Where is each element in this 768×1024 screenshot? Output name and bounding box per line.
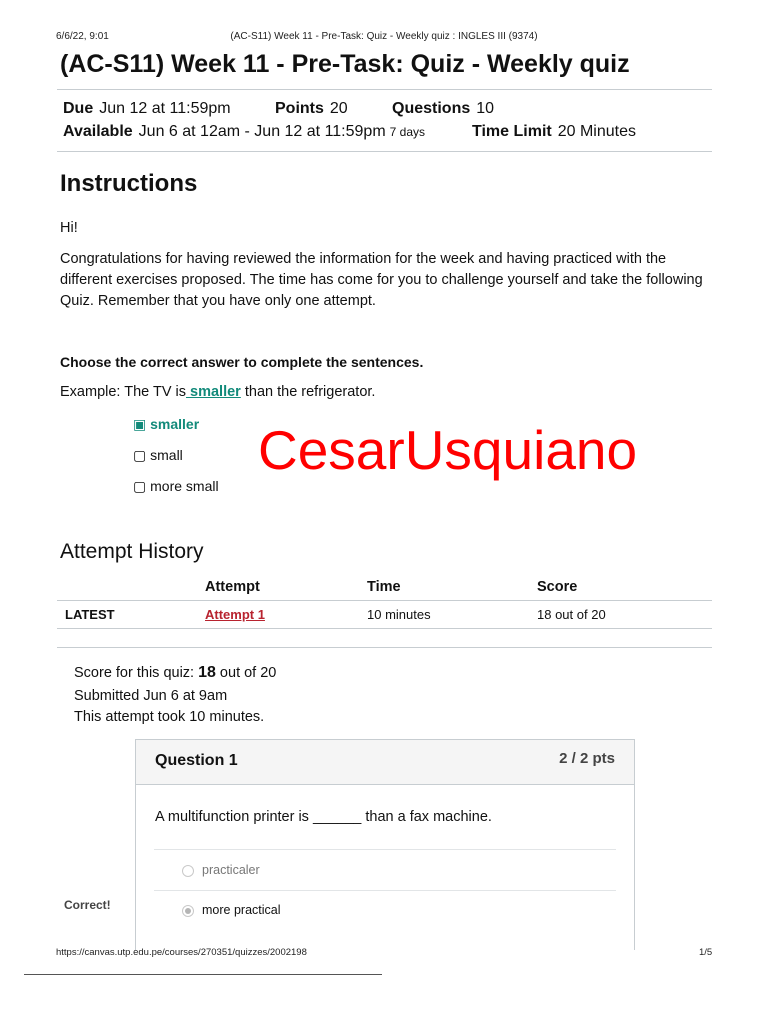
available-value: Jun 6 at 12am - Jun 12 at 11:59pm	[138, 123, 386, 140]
divider	[57, 89, 712, 90]
paragraph-line: Congratulations for having reviewed the information for the week and having practiced with the	[60, 251, 667, 267]
footer-page-number: 1/5	[699, 947, 713, 958]
divider	[57, 151, 712, 152]
attempt-time: 10 minutes	[367, 607, 431, 622]
score-prefix: Score for this quiz:	[74, 665, 199, 681]
attempt-score: 18 out of 20	[537, 607, 606, 622]
question-points: 2 / 2 pts	[559, 750, 615, 767]
latest-tag: LATEST	[65, 607, 115, 622]
points-info	[275, 100, 348, 118]
divider	[57, 647, 712, 648]
submitted-time: Submitted Jun 6 at 9am	[74, 688, 228, 704]
questions-value: 10	[476, 100, 495, 117]
page-title: (AC-S11) Week 11 - Pre-Task: Quiz - Weekly quiz	[60, 50, 630, 78]
attempt-duration: This attempt took 10 minutes.	[74, 709, 265, 725]
questions-label: Questions	[392, 100, 471, 117]
column-header-score: Score	[537, 579, 578, 595]
table-divider	[57, 628, 712, 629]
question-title: Question 1	[155, 752, 238, 769]
time-limit-value: 20 Minutes	[557, 123, 636, 140]
question-header	[136, 740, 634, 785]
example-sentence	[60, 384, 375, 400]
example-suffix: than the refrigerator.	[240, 384, 376, 400]
answer-option-more-practical: more practical	[202, 903, 281, 917]
available-label: Available	[63, 123, 133, 140]
example-option-more-small: ▢ more small	[133, 478, 219, 494]
due-info	[63, 100, 231, 118]
radio-button-selected[interactable]	[182, 905, 194, 917]
score-value: 18	[198, 664, 216, 681]
footer-url: https://canvas.utp.edu.pe/courses/270351/quizzes/2002198	[56, 947, 307, 958]
points-label: Points	[275, 100, 324, 117]
radio-button[interactable]	[182, 865, 194, 877]
column-header-time: Time	[367, 579, 401, 595]
print-title: (AC-S11) Week 11 - Pre-Task: Quiz - Weekly quiz : INGLES III (9374)	[230, 31, 538, 42]
paragraph-line: Quiz. Remember that you have only one attempt.	[60, 293, 376, 309]
option-divider	[154, 890, 616, 891]
quiz-score	[74, 664, 276, 682]
divider	[24, 974, 382, 975]
score-suffix: out of 20	[215, 665, 277, 681]
due-value: Jun 12 at 11:59pm	[99, 100, 231, 117]
available-days: 7 days	[389, 125, 425, 139]
choose-instruction: Choose the correct answer to complete the sentences.	[60, 354, 424, 370]
column-header-attempt: Attempt	[205, 579, 260, 595]
instructions-paragraph	[60, 249, 720, 312]
example-option-smaller: ▣ smaller	[133, 416, 200, 432]
print-date: 6/6/22, 9:01	[56, 31, 109, 42]
table-divider	[57, 600, 712, 601]
points-value: 20	[329, 100, 348, 117]
attempt-history-heading: Attempt History	[60, 540, 204, 563]
greeting: Hi!	[60, 220, 78, 236]
due-label: Due	[63, 100, 94, 117]
available-info	[63, 123, 425, 141]
questions-info	[392, 100, 494, 118]
answer-option-practicaler: practicaler	[202, 863, 260, 877]
time-limit-info	[472, 123, 636, 141]
correct-label: Correct!	[64, 898, 111, 912]
question-text: A multifunction printer is ______ than a fax machine.	[155, 809, 492, 825]
question-card	[135, 739, 635, 950]
example-option-small: ▢ small	[133, 447, 183, 463]
paragraph-line: different exercises proposed. The time has come for you to challenge yourself and take the following	[60, 272, 703, 288]
option-divider	[154, 849, 616, 850]
time-limit-label: Time Limit	[472, 123, 552, 140]
instructions-heading: Instructions	[60, 170, 198, 197]
watermark: CesarUsquiano	[258, 419, 638, 481]
example-answer: smaller	[186, 384, 241, 400]
attempt-link[interactable]: Attempt 1	[205, 607, 265, 622]
example-prefix: Example: The TV is	[60, 384, 186, 400]
